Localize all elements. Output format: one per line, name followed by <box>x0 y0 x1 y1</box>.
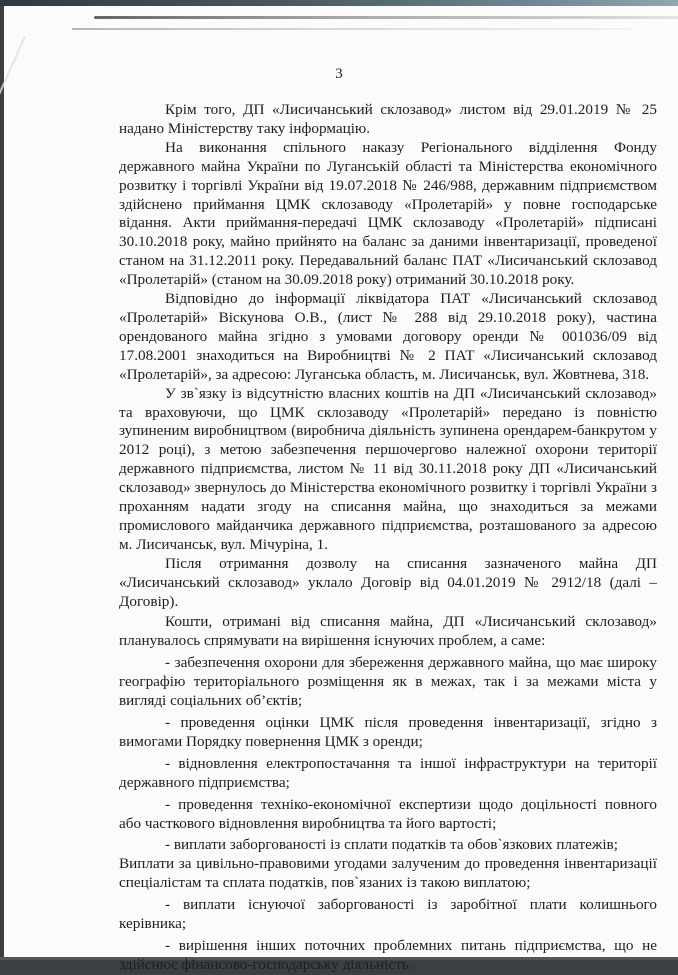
scan-artifact-line <box>72 28 632 30</box>
paragraph: Відповідно до інформації ліквідатора ПАТ «Лисичанський склозавод «Пролетарій» Віскунова О.В., (лист № 288 від 29.10.2018 року), частина орендованого майна згідно з умовами договору оренди № 001036/09 від 17.08.2001 знаходиться на Виробництві № 2 ПАТ «Лисичанський склозавод «Пролетарій», за адресою: Луганська область, м. Лисичанськ, вул. Жовтнева, 318. <box>119 290 657 383</box>
paragraph: Кошти, отримані від списання майна, ДП «Лисичанський склозавод» планувалось спрямувати на вирішення існуючих проблем, а саме: <box>119 613 657 650</box>
list-item: - відновлення електропостачання та іншої інфраструктури на території державного підприємства; <box>119 754 657 791</box>
paragraph: Після отримання дозволу на списання зазначеного майна ДП «Лисичанський склозавод» уклало Договір від 04.01.2019 № 2912/18 (далі – Договір). <box>119 554 657 610</box>
document-body <box>119 101 657 975</box>
scan-artifact-line <box>94 16 678 19</box>
list-item: - проведення оцінки ЦМК після проведення інвентаризації, згідно з вимогами Порядку повернення ЦМК з оренди; <box>119 714 657 750</box>
paragraph: У зв`язку із відсутністю власних коштів на ДП «Лисичанський склозавод» та враховуючи, що ЦМК склозаводу «Пролетарій» передано із повністю зупиненим виробництвом (виробнича діяльність зупинена орендарем-банкрутом у 2012 році), з метою забезпечення першочергово належної охорони території державного підприємства, листом № 11 від 30.11.2018 року ДП «Лисичанський склозавод» звернулось до Міністерства економічного розвитку і торгівлі України з проханням надати згоду на списання майна, що знаходиться за межами промислового майданчика державного підприємства, розташованого за адресою м. Лисичанськ, вул. Мічуріна, 1. <box>119 384 657 553</box>
paragraph: На виконання спільного наказу Регіонального відділення Фонду державного майна України по Луганській області та Міністерства економічного розвитку і торгівлі України від 19.07.2018 № 246/988, державним підприємством здійснено приймання ЦМК склозаводу «Пролетарій» у повне господарське відання. Акти приймання-передачі ЦМК склозаводу «Пролетарій» підписані 30.10.2018 року, майно прийнято на баланс за даними інвентаризації, проведеної станом на 31.12.2011 року. Передавальний баланс ПАТ «Лисичанський склозавод «Пролетарій» (станом на 30.09.2018 року) отриманий 30.10.2018 року. <box>119 138 657 289</box>
paragraph: Крім того, ДП «Лисичанський склозавод» листом від 29.01.2019 № 25 надано Міністерству таку інформацію. <box>119 101 657 137</box>
list-item: - проведення техніко-економічної експертизи щодо доцільності повного або часткового відновлення виробництва та його вартості; <box>119 795 657 832</box>
list-item: - виплати заборгованості із сплати податків та обов`язкових платежів; <box>165 836 618 854</box>
list-item: - вирішення інших поточних проблемних питань підприємства, що не здійснює фінансово-господарську діяльність. <box>119 936 657 973</box>
page-number: 3 <box>335 66 343 82</box>
paragraph: Виплати за цивільно-правовими угодами залученим до проведення інвентаризації спеціалістам та сплата податків, пов`язаних із такою виплатою; <box>119 855 657 892</box>
list-item: - виплати існуючої заборгованості із заробітної плати колишнього керівника; <box>119 896 657 933</box>
list-item: - забезпечення охорони для збереження державного майна, що має широку географію територіального розміщення як в межах, так і за межами міста у вигляді соціальних об’єктів; <box>119 654 657 710</box>
